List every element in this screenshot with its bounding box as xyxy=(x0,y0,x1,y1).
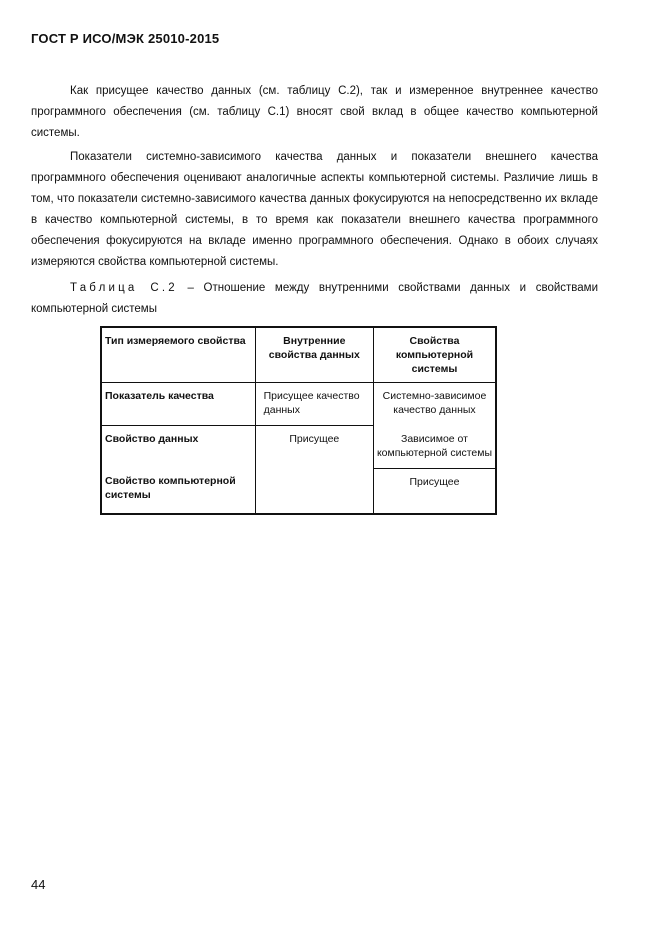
table-cell: Зависимое от компьютерной системы xyxy=(373,426,496,469)
table-caption-label: Таблица С.2 xyxy=(70,282,178,294)
table-cell: Свойство данных xyxy=(105,433,199,445)
table-cell: Свойство компьютерной системы xyxy=(105,475,236,501)
table-cell: Присущее xyxy=(255,426,373,469)
table-cell: Показатель качества xyxy=(101,383,255,426)
table-row xyxy=(101,468,496,514)
table-caption xyxy=(31,278,598,320)
table-header-row xyxy=(101,327,496,383)
paragraph-2: Показатели системно-зависимого качества данных и показатели внешнего качества программного обеспечения оценивают аналогичные аспекты компьютерной системы. Различие лишь в том, что показатели системно-зависимого качества данных фокусируются на непосредственно их вкладе в качество компьютерной системы, в то время как показатели внешнего качества программного обеспечения фокусируются на вкладе именно программного обеспечения. Однако в обоих случаях измеряются свойства компьютерной системы. xyxy=(31,151,598,268)
document-header: ГОСТ Р ИСО/МЭК 25010-2015 xyxy=(31,31,220,46)
table-caption-text: – Отношение между внутренними свойствами данных и свойствами компьютерной системы xyxy=(31,282,598,315)
table-cell: Системно-зависимое качество данных xyxy=(373,383,496,426)
table-header-cell: Внутренние свойства данных xyxy=(255,327,373,383)
relationship-table xyxy=(100,326,497,515)
table-cell: Присущее качество данных xyxy=(255,383,373,426)
table-header-cell: Тип измеряемого свойства xyxy=(101,327,255,383)
table-cell: Присущее xyxy=(373,468,496,514)
table-row xyxy=(101,383,496,426)
table-cell xyxy=(255,468,373,514)
paragraph-1: Как присущее качество данных (см. таблицу С.2), так и измеренное внутреннее качество программного обеспечения (см. таблицу С.1) вносят свой вклад в общее качество компьютерной системы. xyxy=(31,85,598,139)
table-row xyxy=(101,426,496,469)
table-header-cell: Свойства компьютерной системы xyxy=(373,327,496,383)
page-number: 44 xyxy=(31,877,46,892)
